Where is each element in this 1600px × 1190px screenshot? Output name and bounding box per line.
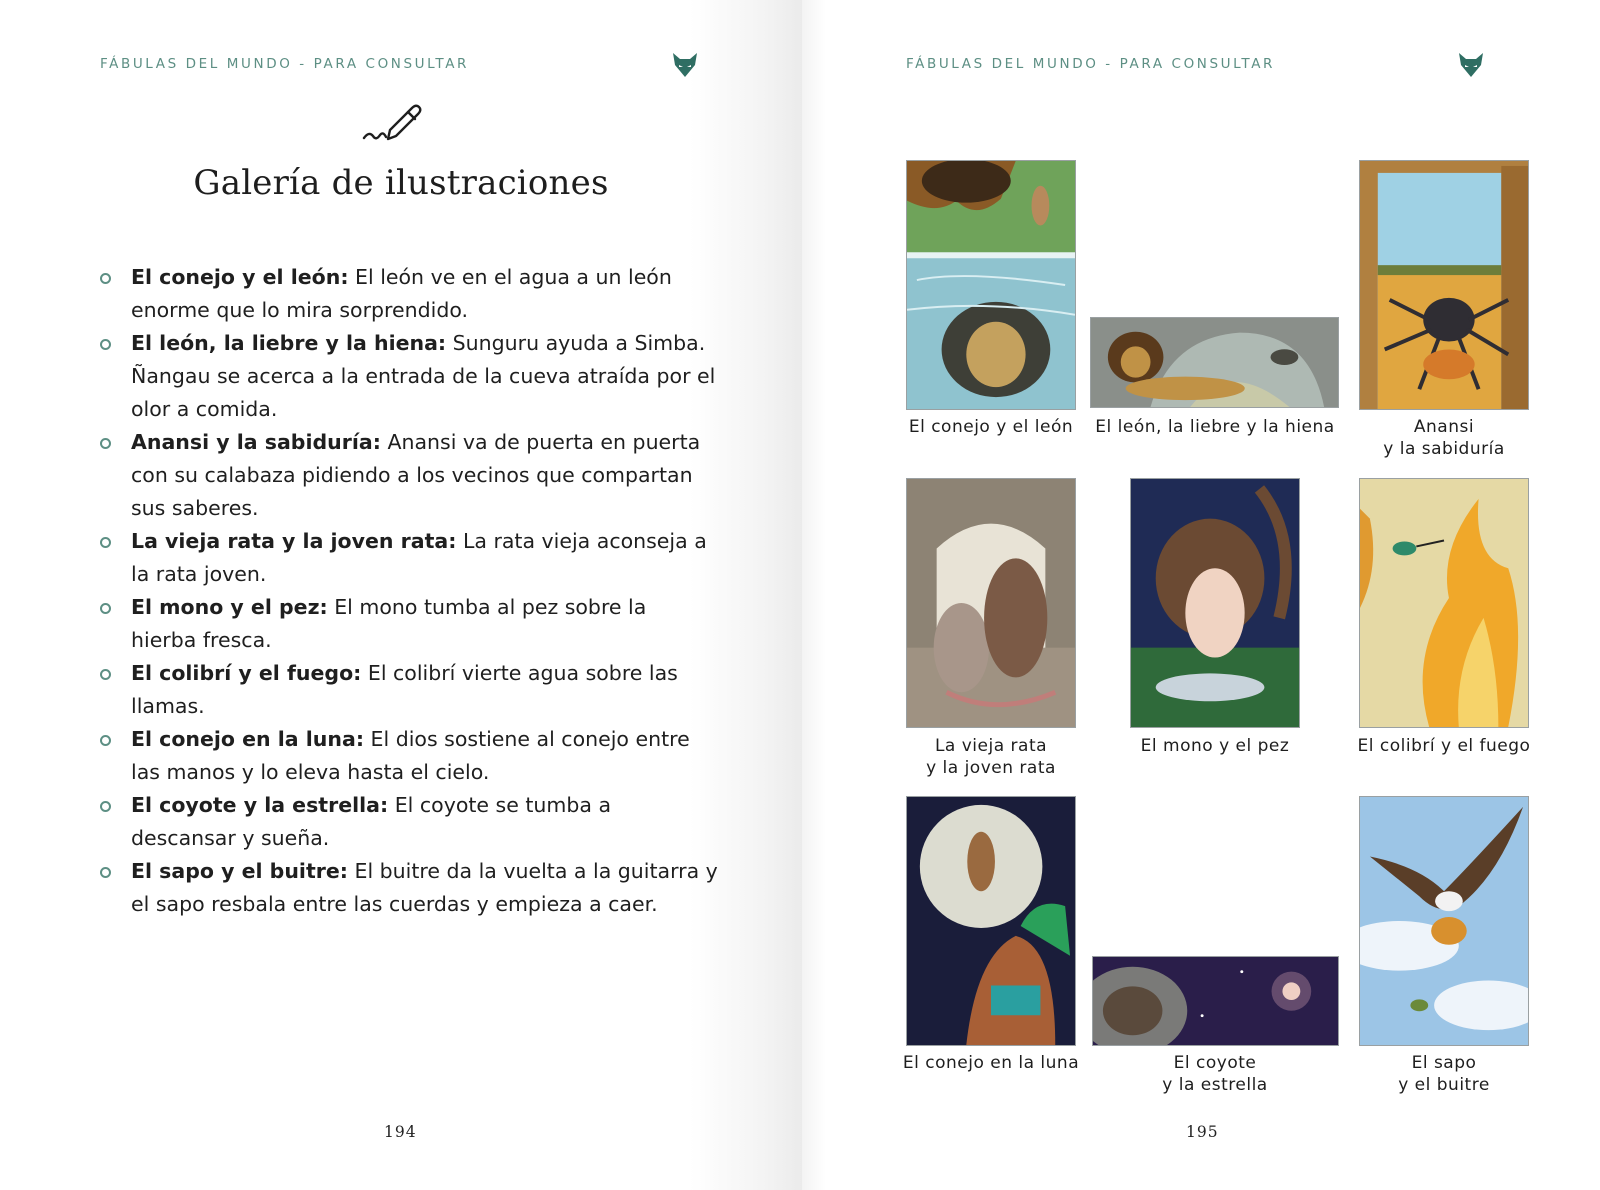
- page-number-right: 195: [1186, 1123, 1219, 1141]
- item-text: El león ve en el agua a un león enorme que lo mira sorprendido.: [131, 265, 672, 322]
- list-item: [98, 657, 718, 723]
- item-title: El león, la liebre y la hiena:: [131, 331, 447, 355]
- illustration-leon-liebre-hiena: [1090, 317, 1339, 408]
- bullet-icon: [100, 669, 111, 680]
- illustration-coyote-estrella: [1092, 956, 1339, 1046]
- running-head-right: FÁBULAS DEL MUNDO - PARA CONSULTAR: [906, 56, 1276, 72]
- item-title: Anansi y la sabiduría:: [131, 430, 381, 454]
- item-text: El coyote se tumba a descansar y sueña.: [131, 793, 612, 850]
- item-title: El colibrí y el fuego:: [131, 661, 362, 685]
- illustration-sapo-buitre: [1359, 796, 1529, 1046]
- item-title: El conejo en la luna:: [131, 727, 365, 751]
- item-text: El mono tumba al pez sobre la hierba fresca.: [131, 595, 647, 652]
- list-item: [98, 327, 718, 426]
- bullet-icon: [100, 339, 111, 350]
- item-text: La rata vieja aconseja a la rata joven.: [131, 529, 707, 586]
- caption-mono-pez: El mono y el pez: [1140, 736, 1290, 756]
- list-item: [98, 789, 718, 855]
- item-text: Anansi va de puerta en puerta con su calabaza pidiendo a los vecinos que compartan sus saberes.: [131, 430, 701, 520]
- item-text: El colibrí vierte agua sobre las llamas.: [131, 661, 678, 718]
- caption-conejo-leon: El conejo y el león: [908, 417, 1074, 437]
- list-item: [98, 855, 718, 921]
- illustration-ratas: [906, 478, 1076, 728]
- illustration-colibri-fuego: [1359, 478, 1529, 728]
- fox-icon: [670, 50, 700, 80]
- page-number-left: 194: [384, 1123, 417, 1141]
- list-item: [98, 591, 718, 657]
- caption-sapo-buitre: El sapo y el buitre: [1398, 1053, 1490, 1095]
- bullet-icon: [100, 735, 111, 746]
- item-text: El buitre da la vuelta a la guitarra y el sapo resbala entre las cuerdas y empieza a caer.: [131, 859, 718, 916]
- item-text: Sunguru ayuda a Simba. Ñangau se acerca a la entrada de la cueva atraída por el olor a comida.: [131, 331, 716, 421]
- caption-colibri-fuego: El colibrí y el fuego: [1357, 736, 1531, 756]
- bullet-icon: [100, 603, 111, 614]
- illustration-conejo-luna: [906, 796, 1076, 1046]
- item-text: El dios sostiene al conejo entre las manos y lo eleva hasta el cielo.: [131, 727, 690, 784]
- item-title: La vieja rata y la joven rata:: [131, 529, 457, 553]
- illustration-conejo-leon: [906, 160, 1076, 410]
- caption-coyote-estrella: El coyote y la estrella: [1162, 1053, 1268, 1095]
- pen-icon: [362, 100, 428, 148]
- running-head-left: FÁBULAS DEL MUNDO - PARA CONSULTAR: [100, 56, 470, 72]
- illustration-mono-pez: [1130, 478, 1300, 728]
- bullet-icon: [100, 867, 111, 878]
- fox-icon: [1456, 50, 1486, 80]
- illustration-description-list: [98, 261, 718, 921]
- caption-leon-liebre-hiena: El león, la liebre y la hiena: [1095, 417, 1335, 437]
- caption-anansi: Anansi y la sabiduría: [1383, 417, 1505, 459]
- right-page: [802, 0, 1600, 1190]
- caption-ratas: La vieja rata y la joven rata: [926, 736, 1056, 778]
- bullet-icon: [100, 801, 111, 812]
- page-title: Galería de ilustraciones: [193, 163, 609, 203]
- bullet-icon: [100, 438, 111, 449]
- bullet-icon: [100, 273, 111, 284]
- list-item: [98, 261, 718, 327]
- item-title: El sapo y el buitre:: [131, 859, 348, 883]
- item-title: El conejo y el león:: [131, 265, 349, 289]
- bullet-icon: [100, 537, 111, 548]
- caption-conejo-luna: El conejo en la luna: [902, 1053, 1080, 1073]
- item-title: El mono y el pez:: [131, 595, 328, 619]
- list-item: [98, 426, 718, 525]
- list-item: [98, 525, 718, 591]
- item-title: El coyote y la estrella:: [131, 793, 389, 817]
- list-item: [98, 723, 718, 789]
- illustration-anansi: [1359, 160, 1529, 410]
